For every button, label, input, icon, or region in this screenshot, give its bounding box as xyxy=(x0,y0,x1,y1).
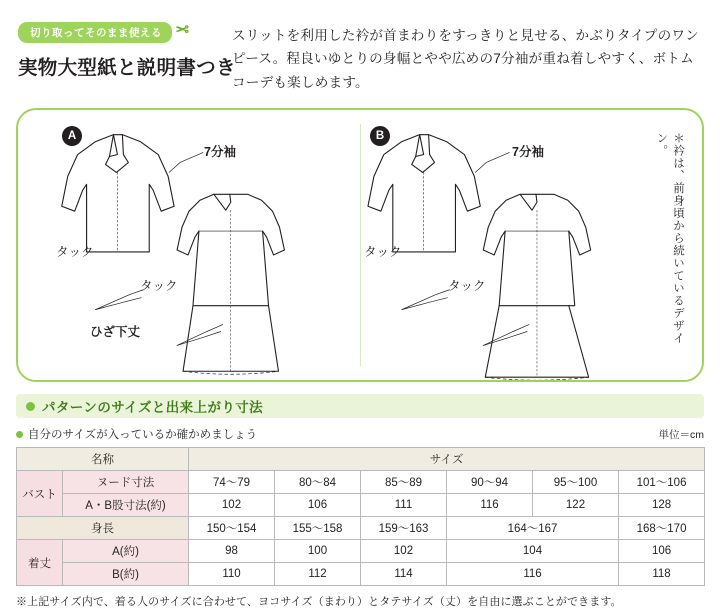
section-header xyxy=(16,394,704,418)
cell: 101〜106 xyxy=(619,471,705,494)
pattern-included-label xyxy=(18,52,236,80)
cell: 90〜94 xyxy=(447,471,533,494)
col-header-size: サイズ xyxy=(189,448,705,471)
table-row xyxy=(17,471,705,494)
cell: 155〜158 xyxy=(275,517,361,540)
col-header-name: 名称 xyxy=(17,448,189,471)
cell: 85〜89 xyxy=(361,471,447,494)
cell: 112 xyxy=(275,563,361,586)
cell: 159〜163 xyxy=(361,517,447,540)
tuck-label-a1: タック xyxy=(56,245,94,260)
cell: 74〜79 xyxy=(189,471,275,494)
header-area xyxy=(0,0,720,94)
cell: 100 xyxy=(275,540,361,563)
cell: 95〜100 xyxy=(533,471,619,494)
row-label-a: A(約) xyxy=(63,540,189,563)
section-title: パターンのサイズと出来上がり寸法 xyxy=(42,400,264,416)
cell: 150〜154 xyxy=(189,517,275,540)
cell: 80〜84 xyxy=(275,471,361,494)
cell: 102 xyxy=(189,494,275,517)
table-row xyxy=(17,563,705,586)
sleeve-label-b: 7分袖 xyxy=(512,145,544,160)
cell: 116 xyxy=(447,563,619,586)
small-bullet-icon xyxy=(16,431,23,438)
length-label: ひざ下丈 xyxy=(90,325,141,340)
unit-label: 単位＝cm xyxy=(658,429,704,442)
footnote: ※上記サイズ内で、着る人のサイズに合わせて、ヨコサイズ（まわり）とタテサイズ（丈）を自由に選ぶことができます。 xyxy=(16,596,622,609)
cell: 116 xyxy=(447,494,533,517)
cell: 128 xyxy=(619,494,705,517)
bullet-icon xyxy=(26,402,35,411)
table-subheader-row xyxy=(16,426,704,442)
cell: 98 xyxy=(189,540,275,563)
tuck-label-b1: タック xyxy=(364,245,402,260)
row-group-length: 着丈 xyxy=(17,540,63,586)
table-row xyxy=(17,540,705,563)
row-label-height: 身長 xyxy=(17,517,189,540)
row-group-bust: バスト xyxy=(17,471,63,517)
size-check-text: 自分のサイズが入っているか確かめましょう xyxy=(28,429,258,442)
style-a-marker: A xyxy=(62,126,82,146)
cell: 118 xyxy=(619,563,705,586)
tuck-label-b2: タック xyxy=(448,279,486,294)
cell: 168〜170 xyxy=(619,517,705,540)
cell: 106 xyxy=(619,540,705,563)
size-table xyxy=(16,447,705,586)
table-row xyxy=(17,517,705,540)
size-check-note xyxy=(16,426,257,442)
pattern-included-text: 実物大型紙と説明書つき xyxy=(18,57,236,79)
cell: 102 xyxy=(361,540,447,563)
row-label-b: B(約) xyxy=(63,563,189,586)
cell: 106 xyxy=(275,494,361,517)
collar-design-note: ＊衿は、前身頃から続いているデザイン。 xyxy=(655,132,684,345)
lead-paragraph: スリットを利用した衿が首まわりをすっきりと見せる、かぶりタイプのワンピース。程良いゆとりの身幅とやや広めの7分袖が重ね着しやすく、ボトムコーデも楽しめます。 xyxy=(232,28,699,90)
row-label-nude: ヌード寸法 xyxy=(63,471,189,494)
cell: 104 xyxy=(447,540,619,563)
scissors-icon: ✂ xyxy=(175,22,189,39)
cell: 122 xyxy=(533,494,619,517)
illustration-panel xyxy=(16,108,704,382)
table-row xyxy=(17,448,705,471)
cell: 114 xyxy=(361,563,447,586)
tuck-label-a2: タック xyxy=(140,279,178,294)
cell: 110 xyxy=(189,563,275,586)
row-label-ab: A・B股寸法(約) xyxy=(63,494,189,517)
cell: 164〜167 xyxy=(447,517,619,540)
cut-out-ribbon xyxy=(18,22,189,43)
badge-column xyxy=(18,22,236,94)
cell: 111 xyxy=(361,494,447,517)
ribbon-label: 切り取ってそのまま使える xyxy=(30,27,162,39)
style-b-marker: B xyxy=(370,126,390,146)
table-row xyxy=(17,494,705,517)
sleeve-label-a: 7分袖 xyxy=(204,145,236,160)
